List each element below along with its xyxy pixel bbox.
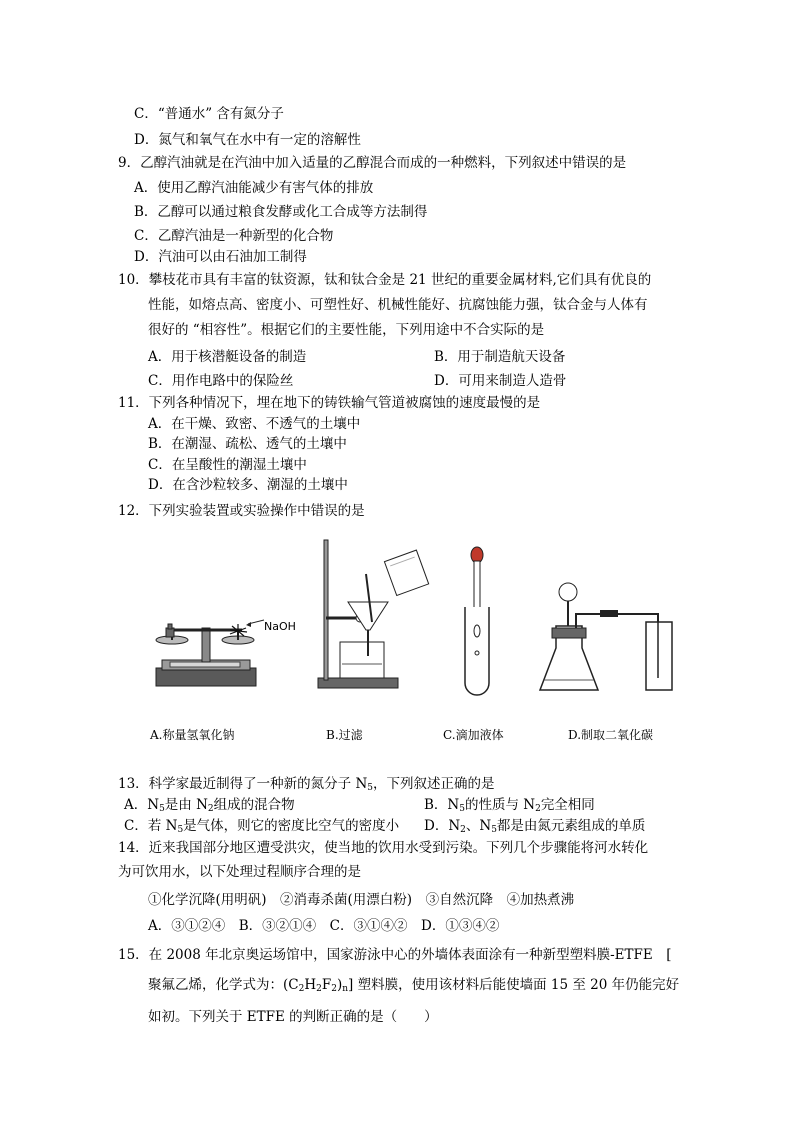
q11-option-d: D．在含沙粒较多、潮湿的土壤中	[148, 477, 348, 493]
q8-option-d: D．氮气和氧气在水中有一定的溶解性	[134, 132, 361, 148]
q13-option-b: B．$N_5$的性质与 $N_2$完全相同	[424, 797, 595, 814]
q15-stem-line3: 如初。下列关于 ETFE 的判断正确的是（ ）	[148, 1009, 438, 1025]
q13-stem: 13．科学家最近制得了一种新的氮分子 $N_5$，下列叙述正确的是	[118, 776, 495, 793]
q10-stem-line1: 10．攀枝花市具有丰富的钛资源，钛和钛合金是 21 世纪的重要金属材料,它们具有优良的	[118, 272, 652, 288]
q11-stem: 11．下列各种情况下，埋在地下的铸铁输气管道被腐蚀的速度最慢的是	[118, 395, 541, 411]
co2-generation-apparatus-figure	[548, 578, 678, 698]
caption-c: C.滴加液体	[443, 728, 504, 742]
caption-d: D.制取二氧化碳	[568, 728, 654, 742]
q11-option-b: B．在潮湿、疏松、透气的土壤中	[148, 436, 347, 452]
q14-steps: ①化学沉降(用明矾) ②消毒杀菌(用漂白粉) ③自然沉降 ④加热煮沸	[148, 892, 575, 908]
q9-option-d: D．汽油可以由石油加工制得	[134, 249, 307, 265]
q13-option-c: C．若 $N_5$是气体，则它的密度比空气的密度小	[124, 818, 400, 835]
q10-option-d: D．可用来制造人造骨	[434, 373, 567, 389]
caption-a: A.称量氢氧化钠	[150, 728, 235, 742]
q15-stem-line1: 15．在 2008 年北京奥运场馆中，国家游泳中心的外墙体表面涂有一种新型塑料膜-ETFE [	[118, 947, 672, 963]
q10-option-b: B．用于制造航天设备	[434, 349, 566, 365]
dropper-apparatus-figure	[455, 545, 505, 695]
q9-stem: 9．乙醇汽油就是在汽油中加入适量的乙醇混合而成的一种燃料，下列叙述中错误的是	[118, 155, 627, 171]
q10-stem-line2: 性能，如熔点高、密度小、可塑性好、机械性能好、抗腐蚀能力强，钛合金与人体有	[148, 297, 648, 313]
q13-option-a: A．$N_5$是由 $N_2$组成的混合物	[124, 797, 295, 814]
q10-option-c: C．用作电路中的保险丝	[148, 373, 294, 389]
naoh-label: NaOH	[264, 620, 296, 633]
q14-stem-line1: 14．近来我国部分地区遭受洪灾，使当地的饮用水受到污染。下列几个步骤能将河水转化	[118, 840, 649, 856]
q9-option-c: C．乙醇汽油是一种新型的化合物	[134, 228, 334, 244]
filtration-apparatus-figure	[308, 538, 438, 696]
q11-option-c: C．在呈酸性的潮湿土壤中	[148, 457, 307, 473]
q13-option-d: D．$N_2$、$N_5$都是由氮元素组成的单质	[424, 818, 646, 835]
q10-option-a: A．用于核潜艇设备的制造	[148, 349, 307, 365]
q15-stem-line2: 聚氟乙烯，化学式为：$(C_2H_2F_2)_n$] 塑料膜，使用该材料后能使墙面 15 至 20 年仍能完好	[148, 977, 680, 994]
balance-apparatus-figure	[150, 600, 300, 695]
q12-stem: 12．下列实验装置或实验操作中错误的是	[118, 503, 365, 519]
caption-b: B.过滤	[326, 728, 363, 742]
q9-option-a: A．使用乙醇汽油能减少有害气体的排放	[134, 180, 374, 196]
q9-option-b: B．乙醇可以通过粮食发酵或化工合成等方法制得	[134, 204, 428, 220]
q14-stem-line2: 为可饮用水，以下处理过程顺序合理的是	[118, 864, 361, 880]
q8-option-c: C．“普通水” 含有氮分子	[134, 106, 284, 122]
q14-options: A．③①②④ B．③②①④ C．③①④② D．①③④②	[148, 918, 500, 934]
q10-stem-line3: 很好的 “相容性”。根据它们的主要性能，下列用途中不合实际的是	[148, 322, 545, 338]
q11-option-a: A．在干燥、致密、不透气的土壤中	[148, 416, 361, 432]
